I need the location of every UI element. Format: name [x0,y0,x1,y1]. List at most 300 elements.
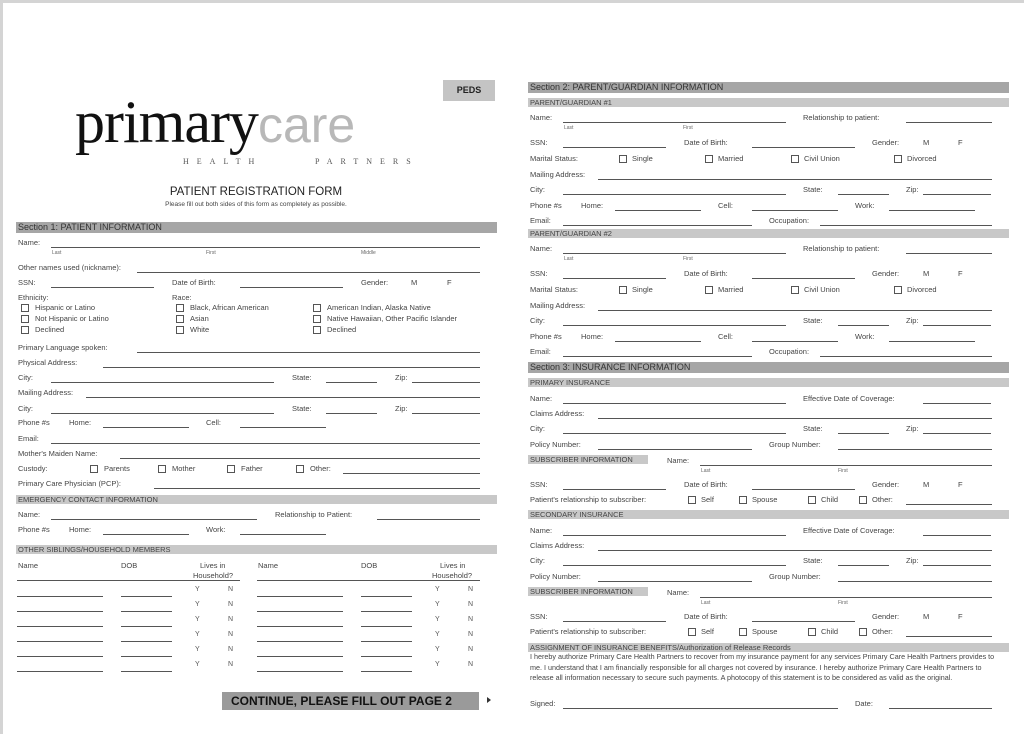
pcp-field[interactable] [154,488,480,489]
sibling-lives-n-option[interactable]: N [468,646,474,653]
guardian-email-field[interactable] [563,225,752,226]
emergency-name-field[interactable] [51,519,257,520]
effective-date-label: Effective Date of Coverage: [803,526,895,535]
subscriber-relationship-label: Patient's relationship to subscriber: [530,627,647,636]
subscriber-ssn-field[interactable] [563,621,666,622]
guardian-name-label: Name: [530,113,553,122]
mailing-zip-label: Zip: [395,404,408,413]
sibling-lives-y-option[interactable]: Y [195,616,200,623]
guardian-email-field[interactable] [563,356,752,357]
ethnicity-checkbox-not-hispanic[interactable] [21,315,29,323]
guardian-ssn-field[interactable] [563,147,666,148]
sign-date-field[interactable] [889,708,992,709]
ethnicity-checkbox-declined[interactable] [21,326,29,334]
name-label: Name: [18,238,41,247]
name-last-caption: Last [52,250,62,256]
relationship-option-label: Other: [872,627,893,636]
sibling-lives-n-option[interactable]: N [468,601,474,608]
effective-date-label: Effective Date of Coverage: [803,394,895,403]
marital-checkbox-divorced[interactable] [894,155,902,163]
subscriber-dob-field[interactable] [752,489,855,490]
subscriber-relationship-label: Patient's relationship to subscriber: [530,495,647,504]
emergency-home-label: Home: [69,525,92,534]
section3-header: Section 3: INSURANCE INFORMATION [528,362,1009,373]
dob-label: Date of Birth: [172,278,216,287]
sibling-dob-field[interactable] [361,611,412,612]
subscriber-gender-f[interactable]: F [958,612,963,621]
emergency-phones-label: Phone #s [18,525,50,534]
marital-checkbox-single[interactable] [619,155,627,163]
physical-address-label: Physical Address: [18,358,78,367]
guardian-city-label: City: [530,316,545,325]
guardian-gender-label: Gender: [872,138,900,147]
guardian-dob-label: Date of Birth: [684,269,728,278]
sibling-dob-field[interactable] [121,671,172,672]
cell-phone-label: Cell: [206,418,222,427]
logo [75,89,356,155]
sibling-name-field[interactable] [257,641,343,642]
phones-label: Phone #s [18,418,50,427]
race-option-label: Asian [190,314,209,323]
marital-option-label: Divorced [907,154,937,163]
zip-label: Zip: [395,373,408,382]
peds-badge: PEDS [443,80,495,101]
maiden-name-field[interactable] [120,458,480,459]
guardian-relationship-label: Relationship to patient: [803,113,880,122]
guardian-mailing-label: Mailing Address: [530,170,586,179]
guardian-home-label: Home: [581,332,604,341]
arrow-right-icon [487,697,491,703]
claims-address-label: Claims Address: [530,409,585,418]
gender-f-option[interactable]: F [447,278,452,287]
relationship-checkbox-other[interactable] [859,628,867,636]
siblings-col-lives-2: Lives in [440,561,466,570]
guardian-cell-field[interactable] [752,210,838,211]
state-field[interactable] [326,382,377,383]
ethnicity-option-label: Declined [35,325,65,334]
subscriber-gender-m[interactable]: M [923,612,930,621]
group-number-label: Group Number: [769,572,821,581]
sibling-name-field[interactable] [17,626,103,627]
sibling-dob-field[interactable] [361,596,412,597]
secondary-insurance-header: SECONDARY INSURANCE [528,510,1009,519]
subscriber-dob-field[interactable] [752,621,855,622]
mailing-city-label: City: [18,404,33,413]
relationship-checkbox-spouse[interactable] [739,496,747,504]
name-middle-caption: Middle [361,250,376,256]
sibling-name-field[interactable] [257,611,343,612]
guardian-email-label: Email: [530,347,551,356]
relationship-option-label: Child [821,627,839,636]
guardian-zip-field[interactable] [923,325,991,326]
guardian-state-field[interactable] [838,194,889,195]
guardian-last-caption: Last [564,256,574,262]
guardian-first-caption: First [683,256,693,262]
guardian-work-label: Work: [855,332,875,341]
mailing-state-label: State: [292,404,312,413]
insurance-city-field[interactable] [563,565,786,566]
subscriber-name-field[interactable] [700,465,992,466]
claims-address-field[interactable] [598,418,992,419]
siblings-header: OTHER SIBLINGS/HOUSEHOLD MEMBERS [16,545,497,554]
guardian-occupation-label: Occupation: [769,216,810,225]
guardian-dob-field[interactable] [752,278,855,279]
relationship-option-label: Other: [872,495,893,504]
ssn-field[interactable] [51,287,154,288]
mailing-address-field[interactable] [86,397,480,398]
race-option-label: Native Hawaiian, Other Pacific Islander [327,314,458,323]
guardian-zip-field[interactable] [923,194,991,195]
sibling-name-field[interactable] [257,596,343,597]
guardian-gender-m[interactable]: M [923,269,930,278]
guardian-phones-label: Phone #s [530,332,562,341]
gender-m-option[interactable]: M [411,278,418,287]
guardian-relationship-field[interactable] [906,253,992,254]
marital-checkbox-civil-union[interactable] [791,286,799,294]
relationship-checkbox-other[interactable] [859,496,867,504]
sibling-lives-y-option[interactable]: Y [195,601,200,608]
guardian-relationship-label: Relationship to patient: [803,244,880,253]
relationship-option-label: Spouse [752,495,778,504]
marital-option-label: Civil Union [804,154,840,163]
mailing-address-label: Mailing Address: [18,388,74,397]
sibling-lives-y-option[interactable]: Y [195,661,200,668]
siblings-col-lives: Lives in [200,561,226,570]
sibling-lives-n-option[interactable]: N [228,616,234,623]
race-checkbox-american-indian[interactable] [313,304,321,312]
guardian-relationship-field[interactable] [906,122,992,123]
section1-header: Section 1: PATIENT INFORMATION [16,222,497,233]
sibling-name-field[interactable] [17,656,103,657]
relationship-checkbox-spouse[interactable] [739,628,747,636]
siblings-col-name: Name [18,561,39,570]
cell-phone-field[interactable] [240,427,326,428]
relationship-checkbox-self[interactable] [688,496,696,504]
gender-label: Gender: [361,278,389,287]
guardian-gender-m[interactable]: M [923,138,930,147]
custody-checkbox-father[interactable] [227,465,235,473]
subscriber-gender-label: Gender: [872,480,900,489]
sibling-dob-field[interactable] [121,626,172,627]
policy-number-field[interactable] [598,449,752,450]
sibling-lives-y-option[interactable]: Y [435,616,440,623]
nickname-label: Other names used (nickname): [18,263,121,272]
form-subtitle: Please fill out both sides of this form as completely as possible. [165,201,347,208]
marital-option-label: Single [632,285,653,294]
email-field[interactable] [51,443,480,444]
subscriber-gender-m[interactable]: M [923,480,930,489]
custody-option-label: Other: [310,464,331,473]
guardian-phones-label: Phone #s [530,201,562,210]
insurance-state-label: State: [803,556,823,565]
emergency-work-field[interactable] [240,534,326,535]
subscriber-name-field[interactable] [700,597,992,598]
relationship-checkbox-child[interactable] [808,496,816,504]
guardian-ssn-label: SSN: [530,269,548,278]
policy-number-field[interactable] [598,581,752,582]
sibling-lives-y-option[interactable]: Y [435,646,440,653]
emergency-home-field[interactable] [103,534,189,535]
subscriber-name-label: Name: [667,588,690,597]
sibling-name-field[interactable] [257,656,343,657]
guardian-gender-f[interactable]: F [958,269,963,278]
guardian-zip-label: Zip: [906,316,919,325]
siblings-col-household-2: Household? [432,571,473,580]
city-field[interactable] [51,382,274,383]
insurance-name-field[interactable] [563,535,786,536]
language-field[interactable] [137,352,480,353]
relationship-checkbox-child[interactable] [808,628,816,636]
race-option-label: Black, African American [190,303,269,312]
guardian-mailing-field[interactable] [598,179,992,180]
guardian-gender-label: Gender: [872,269,900,278]
ethnicity-label: Ethnicity: [18,293,49,302]
insurance-state-field[interactable] [838,433,889,434]
insurance-city-field[interactable] [563,433,786,434]
insurance-state-label: State: [803,424,823,433]
custody-checkbox-mother[interactable] [158,465,166,473]
siblings-header-rule-2 [257,580,480,581]
subscriber-last-caption: Last [701,600,711,606]
marital-checkbox-single[interactable] [619,286,627,294]
email-label: Email: [18,434,39,443]
dob-field[interactable] [240,287,343,288]
logo-tagline-partners: PARTNERS [315,157,419,166]
section2-header: Section 2: PARENT/GUARDIAN INFORMATION [528,82,1009,93]
sibling-lives-n-option[interactable]: N [228,646,234,653]
emergency-work-label: Work: [206,525,226,534]
guardian-city-field[interactable] [563,194,786,195]
guardian-1-header: PARENT/GUARDIAN #1 [528,98,1009,107]
guardian-ssn-field[interactable] [563,278,666,279]
relationship-other-field[interactable] [906,636,992,637]
race-option-label: American Indian, Alaska Native [327,303,431,312]
guardian-state-label: State: [803,316,823,325]
claims-address-field[interactable] [598,550,992,551]
name-first-caption: First [206,250,216,256]
effective-date-field[interactable] [923,535,991,536]
marital-checkbox-married[interactable] [705,286,713,294]
guardian-cell-field[interactable] [752,341,838,342]
group-number-field[interactable] [838,581,992,582]
policy-number-label: Policy Number: [530,440,581,449]
sibling-lives-y-option[interactable]: Y [195,631,200,638]
sibling-name-field[interactable] [17,611,103,612]
siblings-col-household: Household? [193,571,234,580]
sibling-dob-field[interactable] [361,626,412,627]
sibling-dob-field[interactable] [361,671,412,672]
guardian-zip-label: Zip: [906,185,919,194]
subscriber-gender-label: Gender: [872,612,900,621]
form-title: PATIENT REGISTRATION FORM [169,186,343,198]
subscriber-ssn-label: SSN: [530,480,548,489]
group-number-label: Group Number: [769,440,821,449]
guardian-work-field[interactable] [889,341,975,342]
effective-date-field[interactable] [923,403,991,404]
sibling-dob-field[interactable] [361,656,412,657]
guardian-first-caption: First [683,125,693,131]
custody-label: Custody: [18,464,48,473]
siblings-col-name-2: Name [258,561,279,570]
relationship-option-label: Self [701,495,714,504]
guardian-name-field[interactable] [563,253,786,254]
home-phone-label: Home: [69,418,92,427]
sibling-dob-field[interactable] [121,611,172,612]
insurance-city-label: City: [530,556,545,565]
sibling-dob-field[interactable] [361,641,412,642]
ethnicity-checkbox-hispanic[interactable] [21,304,29,312]
insurance-zip-label: Zip: [906,424,919,433]
race-checkbox-white[interactable] [176,326,184,334]
insurance-zip-field[interactable] [923,433,991,434]
race-option-label: White [190,325,210,334]
mailing-city-field[interactable] [51,413,274,414]
assignment-text: I hereby authorize Primary Care Health Partners to recover from my insurance payment for any services Primary Care Health Partners provides to me. I understand that I am financially responsible for all charges not covered by insurance. I hereby authorize Primary Care Health Partners to release all information necessary to secure such payments. A photocopy of this statement is to be considered as valid as the original. [530,652,995,683]
race-checkbox-declined[interactable] [313,326,321,334]
patient-name-field[interactable] [51,247,480,248]
guardian-cell-label: Cell: [718,332,734,341]
sibling-lives-y-option[interactable]: Y [435,661,440,668]
sibling-lives-n-option[interactable]: N [228,601,234,608]
sibling-dob-field[interactable] [121,656,172,657]
subscriber-name-label: Name: [667,456,690,465]
subscriber-header: SUBSCRIBER INFORMATION [528,587,648,596]
guardian-mailing-label: Mailing Address: [530,301,586,310]
sibling-name-field[interactable] [257,671,343,672]
custody-checkbox-other[interactable] [296,465,304,473]
subscriber-first-caption: First [838,468,848,474]
relationship-option-label: Spouse [752,627,778,636]
logo-tagline-health: HEALTH [183,157,263,166]
guardian-occupation-field[interactable] [820,356,992,357]
guardian-mailing-field[interactable] [598,310,992,311]
guardian-dob-field[interactable] [752,147,855,148]
custody-other-field[interactable] [343,473,480,474]
guardian-state-label: State: [803,185,823,194]
insurance-name-field[interactable] [563,403,786,404]
signature-field[interactable] [563,708,838,709]
assignment-header: ASSIGNMENT OF INSURANCE BENEFITS/Authorization of Release Records [528,643,1009,652]
guardian-city-field[interactable] [563,325,786,326]
insurance-name-label: Name: [530,394,553,403]
marital-checkbox-divorced[interactable] [894,286,902,294]
sibling-lives-y-option[interactable]: Y [195,646,200,653]
race-checkbox-native-hawaiian[interactable] [313,315,321,323]
sibling-lives-y-option[interactable]: Y [435,586,440,593]
sibling-lives-n-option[interactable]: N [468,661,474,668]
siblings-header-rule [17,580,240,581]
relationship-checkbox-self[interactable] [688,628,696,636]
guardian-2-header: PARENT/GUARDIAN #2 [528,229,1009,238]
sibling-lives-y-option[interactable]: Y [195,586,200,593]
guardian-state-field[interactable] [838,325,889,326]
claims-address-label: Claims Address: [530,541,585,550]
sibling-lives-n-option[interactable]: N [228,586,234,593]
subscriber-header: SUBSCRIBER INFORMATION [528,455,648,464]
guardian-work-label: Work: [855,201,875,210]
subscriber-ssn-label: SSN: [530,612,548,621]
guardian-email-label: Email: [530,216,551,225]
sibling-lives-n-option[interactable]: N [468,616,474,623]
sibling-name-field[interactable] [257,626,343,627]
subscriber-first-caption: First [838,600,848,606]
sibling-name-field[interactable] [17,641,103,642]
guardian-work-field[interactable] [889,210,975,211]
guardian-gender-f[interactable]: F [958,138,963,147]
ethnicity-option-label: Hispanic or Latino [35,303,96,312]
guardian-ssn-label: SSN: [530,138,548,147]
custody-checkbox-parents[interactable] [90,465,98,473]
race-checkbox-black[interactable] [176,304,184,312]
subscriber-gender-f[interactable]: F [958,480,963,489]
sibling-lives-n-option[interactable]: N [228,661,234,668]
marital-option-label: Single [632,154,653,163]
ethnicity-option-label: Not Hispanic or Latino [35,314,109,323]
guardian-city-label: City: [530,185,545,194]
relationship-option-label: Self [701,627,714,636]
city-label: City: [18,373,33,382]
sibling-lives-n-option[interactable]: N [228,631,234,638]
siblings-col-dob: DOB [121,561,138,570]
sibling-lives-y-option[interactable]: Y [435,601,440,608]
nickname-field[interactable] [137,272,480,273]
home-phone-field[interactable] [103,427,189,428]
subscriber-last-caption: Last [701,468,711,474]
guardian-home-label: Home: [581,201,604,210]
relationship-other-field[interactable] [906,504,992,505]
ssn-label: SSN: [18,278,36,287]
insurance-zip-field[interactable] [923,565,991,566]
marital-checkbox-married[interactable] [705,155,713,163]
race-checkbox-asian[interactable] [176,315,184,323]
pcp-label: Primary Care Physician (PCP): [18,479,121,488]
relationship-option-label: Child [821,495,839,504]
emergency-name-label: Name: [18,510,41,519]
group-number-field[interactable] [838,449,992,450]
emergency-relationship-field[interactable] [377,519,480,520]
sibling-lives-n-option[interactable]: N [468,586,474,593]
signed-label: Signed: [530,699,556,708]
guardian-occupation-label: Occupation: [769,347,810,356]
sibling-lives-n-option[interactable]: N [468,631,474,638]
sibling-name-field[interactable] [17,671,103,672]
guardian-dob-label: Date of Birth: [684,138,728,147]
guardian-home-field[interactable] [615,341,701,342]
guardian-marital-label: Marital Status: [530,154,578,163]
insurance-state-field[interactable] [838,565,889,566]
guardian-occupation-field[interactable] [820,225,992,226]
sibling-dob-field[interactable] [121,641,172,642]
race-option-label: Declined [327,325,357,334]
continue-page-2-button[interactable]: CONTINUE, PLEASE FILL OUT PAGE 2 [222,692,479,710]
physical-address-field[interactable] [103,367,480,368]
sibling-name-field[interactable] [17,596,103,597]
marital-checkbox-civil-union[interactable] [791,155,799,163]
mailing-state-field[interactable] [326,413,377,414]
guardian-name-label: Name: [530,244,553,253]
race-label: Race: [172,293,192,302]
insurance-zip-label: Zip: [906,556,919,565]
zip-field[interactable] [412,382,480,383]
guardian-home-field[interactable] [615,210,701,211]
subscriber-dob-label: Date of Birth: [684,480,728,489]
emergency-header: EMERGENCY CONTACT INFORMATION [16,495,497,504]
sibling-dob-field[interactable] [121,596,172,597]
mailing-zip-field[interactable] [412,413,480,414]
sibling-lives-y-option[interactable]: Y [435,631,440,638]
subscriber-ssn-field[interactable] [563,489,666,490]
guardian-name-field[interactable] [563,122,786,123]
